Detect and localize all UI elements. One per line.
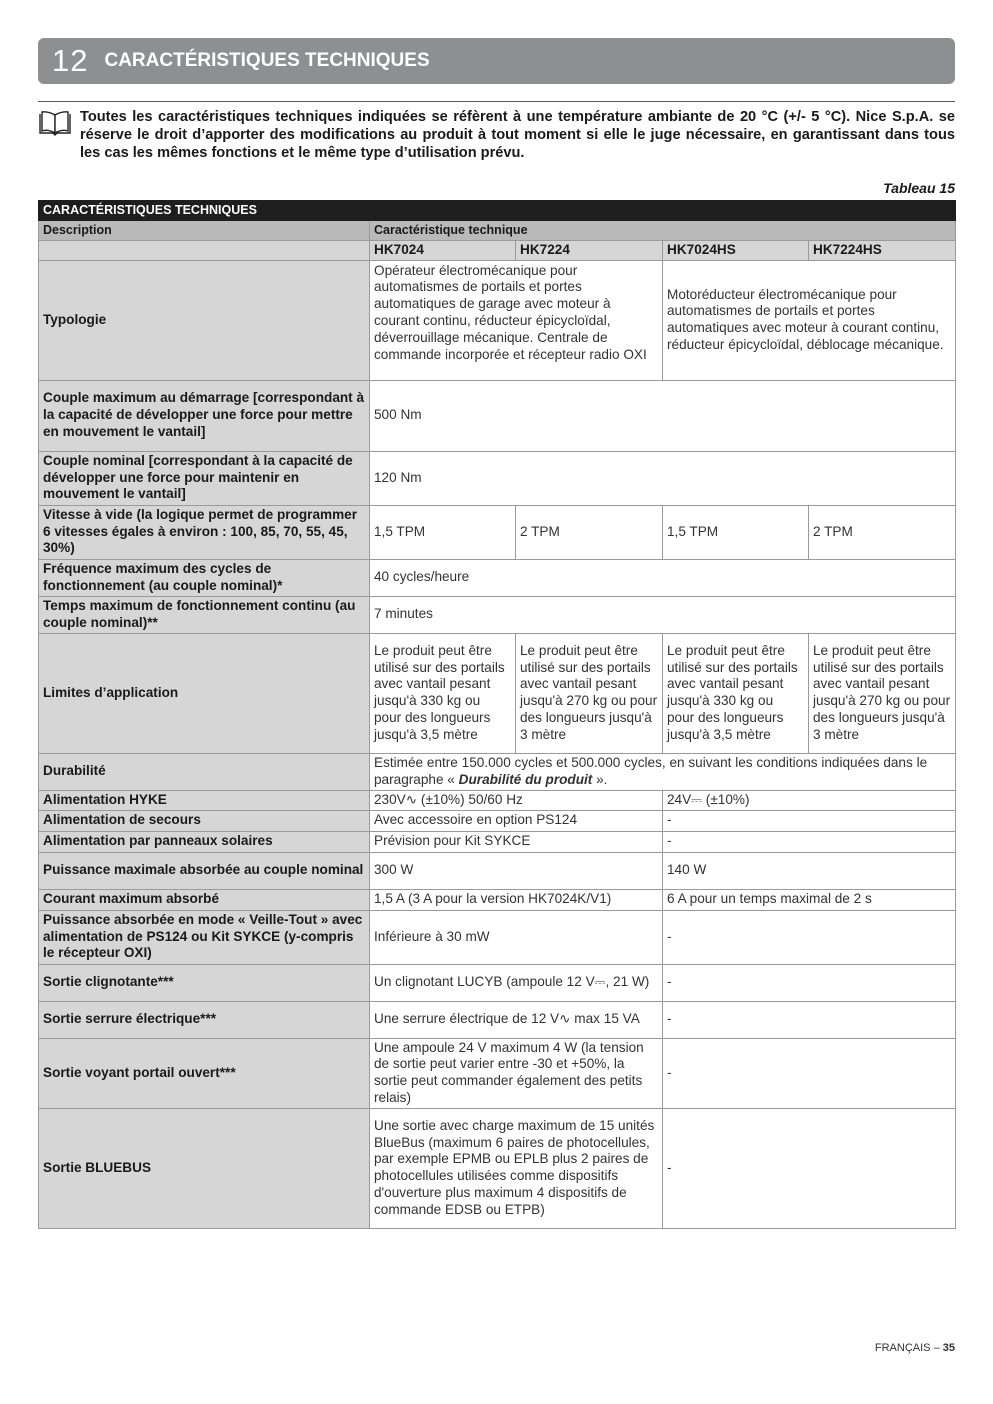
- cell-value: Le produit peut être utilisé sur des portails avec vantail pesant jusqu'à 270 kg ou pour des longueurs jusqu'à 3 mètre: [516, 633, 663, 753]
- cell-value: 500 Nm: [370, 380, 956, 451]
- table-row: [39, 505, 956, 559]
- row-label: Sortie BLUEBUS: [39, 1108, 370, 1228]
- cell-value: 1,5 TPM: [663, 505, 809, 559]
- table-row: [39, 889, 956, 910]
- cell-value: 2 TPM: [516, 505, 663, 559]
- row-label: Puissance absorbée en mode « Veille-Tout » avec alimentation de PS124 ou Kit SYKCE (y-compris le récepteur OXI): [39, 910, 370, 964]
- table-row: [39, 964, 956, 1001]
- footer-separator: –: [930, 1342, 943, 1354]
- cell-value: Prévision pour Kit SYKCE: [370, 831, 663, 852]
- model-hk7024hs: HK7024HS: [663, 240, 809, 260]
- row-label: Puissance maximale absorbée au couple nominal: [39, 852, 370, 889]
- row-label: Alimentation de secours: [39, 810, 370, 831]
- section-number: 12: [52, 43, 89, 78]
- durabilite-emphasis: Durabilité du produit: [458, 771, 593, 787]
- cell-value: Une sortie avec charge maximum de 15 unités BlueBus (maximum 6 paires de photocellules, par exemple EPMB ou EPLB plus 2 paires de photocellules utilisées comme dispositifs d'ouverture plus maximum 4 dispositifs de commande EDSB ou ETPB): [370, 1108, 663, 1228]
- section-title: CARACTÉRISTIQUES TECHNIQUES: [104, 50, 430, 71]
- cell-value: 40 cycles/heure: [370, 559, 956, 596]
- row-label: Couple maximum au démarrage [correspondant à la capacité de développer une force pour mettre en mouvement le vantail]: [39, 380, 370, 451]
- cell-value: -: [663, 810, 956, 831]
- table-header-row: [39, 220, 956, 240]
- page-number: 35: [942, 1342, 955, 1354]
- cell-value: 2 TPM: [809, 505, 956, 559]
- note-text: Toutes les caractéristiques techniques indiquées se réfèrent à une température ambiante de 20 °C (+/- 5 °C). Nice S.p.A. se réserve le droit d’apporter des modifications au produit à tout moment si elle le juge nécessaire, en garantissant dans tous les cas les mêmes fonctions et le même type d’utilisation prévu.: [80, 109, 955, 161]
- spec-table: [38, 200, 956, 1229]
- table-row: [39, 1001, 956, 1038]
- cell-value: -: [663, 964, 956, 1001]
- cell-value: 1,5 A (3 A pour la version HK7024K/V1): [370, 889, 663, 910]
- row-label: Vitesse à vide (la logique permet de programmer 6 vitesses égales à environ : 100, 85, 70, 55, 45, 30%): [39, 505, 370, 559]
- row-label: Typologie: [39, 260, 370, 380]
- cell-value: Une serrure électrique de 12 V∿ max 15 VA: [370, 1001, 663, 1038]
- note-box: [38, 101, 955, 162]
- cell-value: 230V∿ (±10%) 50/60 Hz: [370, 790, 663, 810]
- cell-value: 24V⎓ (±10%): [663, 790, 956, 810]
- table-row: [39, 790, 956, 810]
- row-label: Durabilité: [39, 753, 370, 790]
- table-row: [39, 451, 956, 505]
- section-header: [38, 38, 955, 84]
- row-label: Sortie clignotante***: [39, 964, 370, 1001]
- table-row: [39, 910, 956, 964]
- page-footer: [875, 1342, 955, 1354]
- table-row: [39, 1038, 956, 1108]
- table-title: CARACTÉRISTIQUES TECHNIQUES: [39, 201, 956, 221]
- cell-value: Le produit peut être utilisé sur des portails avec vantail pesant jusqu'à 270 kg ou pour des longueurs jusqu'à 3 mètre: [809, 633, 956, 753]
- cell-value: 140 W: [663, 852, 956, 889]
- durabilite-text: Estimée entre 150.000 cycles et 500.000 cycles, en suivant les conditions indiquées dans le paragraphe «: [374, 754, 928, 787]
- cell-value: Le produit peut être utilisé sur des portails avec vantail pesant jusqu'à 330 kg ou pour des longueurs jusqu'à 3,5 mètre: [370, 633, 516, 753]
- book-icon: [38, 110, 72, 136]
- col-description: Description: [39, 220, 370, 240]
- col-characteristic: Caractéristique technique: [370, 220, 956, 240]
- cell-value: Un clignotant LUCYB (ampoule 12 V⎓, 21 W): [370, 964, 663, 1001]
- cell-value: 120 Nm: [370, 451, 956, 505]
- cell-value: -: [663, 1108, 956, 1228]
- row-label: Alimentation HYKE: [39, 790, 370, 810]
- row-label: Sortie voyant portail ouvert***: [39, 1038, 370, 1108]
- row-label: Sortie serrure électrique***: [39, 1001, 370, 1038]
- cell-value: 6 A pour un temps maximal de 2 s: [663, 889, 956, 910]
- cell-value: Inférieure à 30 mW: [370, 910, 663, 964]
- cell-value: [370, 753, 956, 790]
- table-row: [39, 1108, 956, 1228]
- footer-language: FRANÇAIS: [874, 1342, 931, 1354]
- model-row: [39, 240, 956, 260]
- table-row: [39, 810, 956, 831]
- cell-value: Le produit peut être utilisé sur des portails avec vantail pesant jusqu'à 330 kg ou pour des longueurs jusqu'à 3,5 mètre: [663, 633, 809, 753]
- cell-value: -: [663, 910, 956, 964]
- cell-value: 7 minutes: [370, 596, 956, 633]
- cell-value: Une ampoule 24 V maximum 4 W (la tension de sortie peut varier entre -30 et +50%, la sortie peut commander également des petits relais): [370, 1038, 663, 1108]
- cell-value: Opérateur électromécanique pour automatismes de portails et portes automatiques de garage avec moteur à courant continu, réducteur épicycloïdal, déverrouillage mécanique. Centrale de commande incorporée et récepteur radio OXI: [370, 260, 663, 380]
- cell-value: Avec accessoire en option PS124: [370, 810, 663, 831]
- row-label: Fréquence maximum des cycles de fonctionnement (au couple nominal)*: [39, 559, 370, 596]
- durabilite-text-end: ».: [592, 771, 608, 787]
- table-row: [39, 852, 956, 889]
- model-hk7024: HK7024: [370, 240, 516, 260]
- model-row-blank: [39, 240, 370, 260]
- row-label: Courant maximum absorbé: [39, 889, 370, 910]
- cell-value: Motoréducteur électromécanique pour automatismes de portails et portes automatiques avec moteur à courant continu, réducteur épicycloïdal, déblocage mécanique.: [663, 260, 956, 380]
- row-label: Temps maximum de fonctionnement continu (au couple nominal)**: [39, 596, 370, 633]
- table-title-row: [39, 201, 956, 221]
- model-hk7224hs: HK7224HS: [809, 240, 956, 260]
- table-row: [39, 633, 956, 753]
- table-row: [39, 380, 956, 451]
- cell-value: -: [663, 831, 956, 852]
- table-row: [39, 260, 956, 380]
- row-label: Alimentation par panneaux solaires: [39, 831, 370, 852]
- table-row: [39, 559, 956, 596]
- cell-value: -: [663, 1038, 956, 1108]
- cell-value: 1,5 TPM: [370, 505, 516, 559]
- table-caption: Tableau 15: [883, 180, 955, 196]
- table-row: [39, 596, 956, 633]
- cell-value: -: [663, 1001, 956, 1038]
- model-hk7224: HK7224: [516, 240, 663, 260]
- cell-value: 300 W: [370, 852, 663, 889]
- row-label: Couple nominal [correspondant à la capacité de développer une force pour maintenir en mouvement le vantail]: [39, 451, 370, 505]
- table-row: [39, 753, 956, 790]
- table-row: [39, 831, 956, 852]
- row-label: Limites d’application: [39, 633, 370, 753]
